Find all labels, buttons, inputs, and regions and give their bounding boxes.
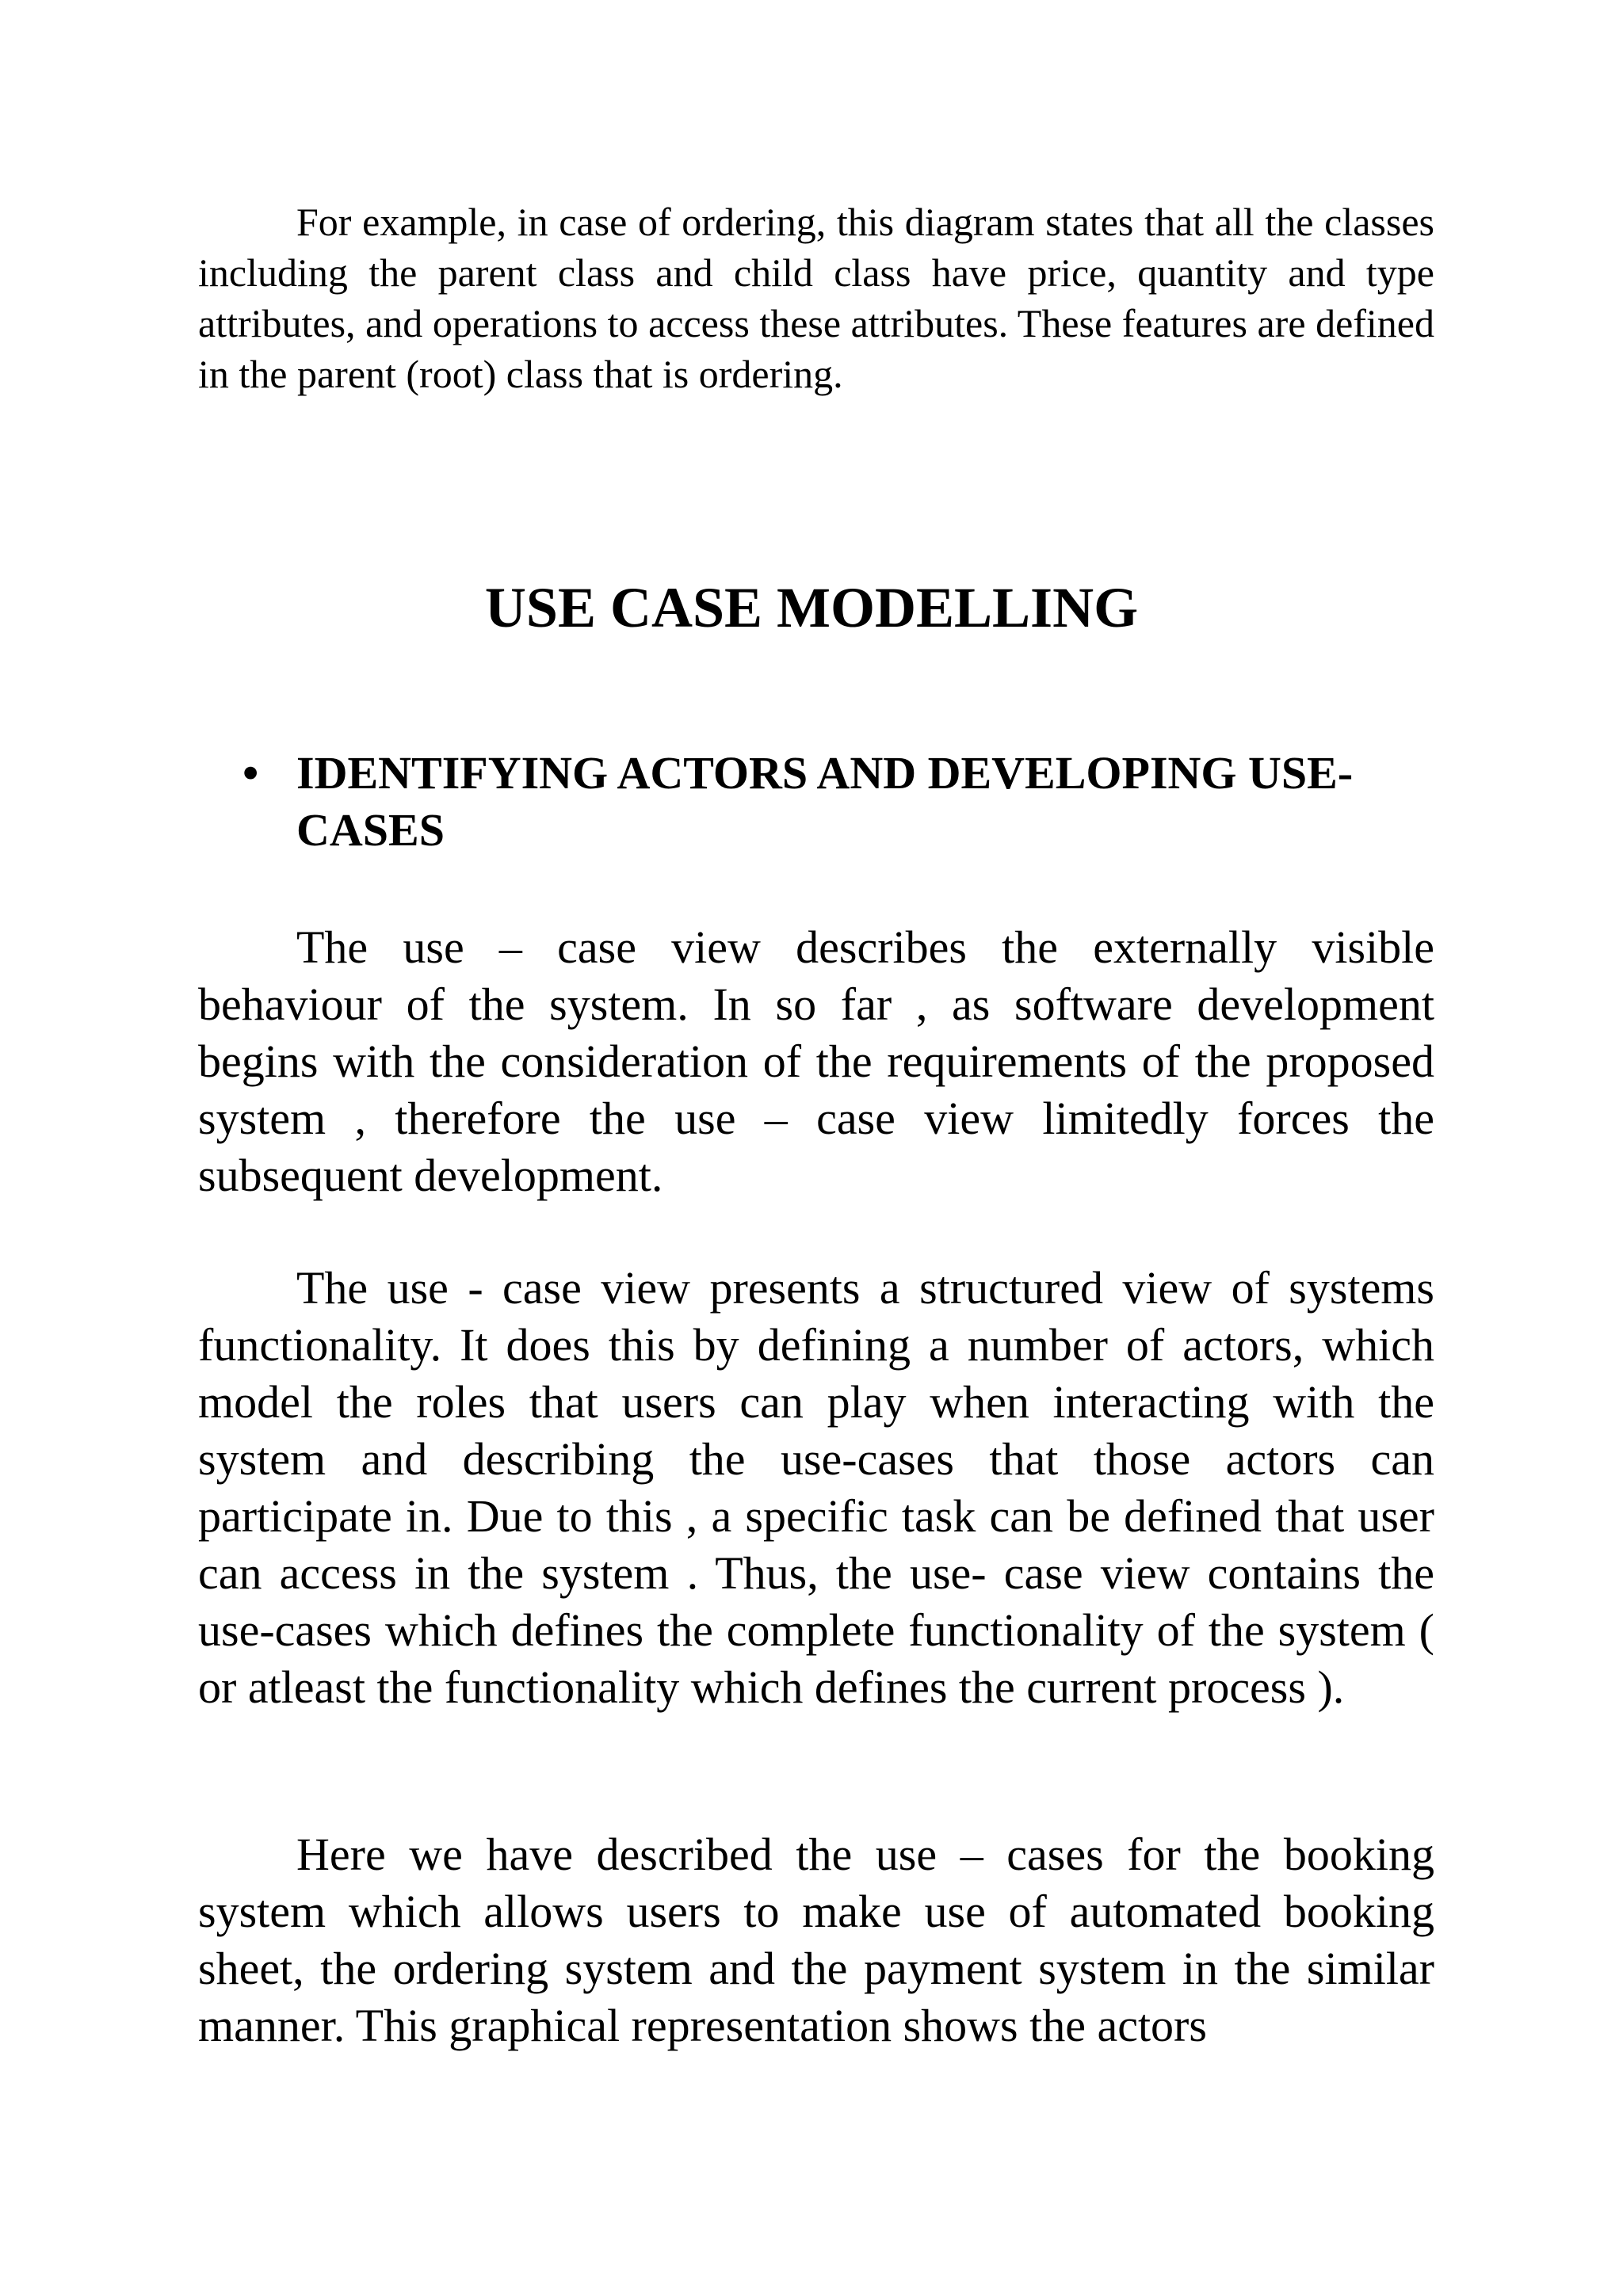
body-paragraph-2: The use - case view presents a structured view of systems functionality. It does this by defining a number of actors, which model the roles that users can play when interacting with the system and describing the use-cases that those actors can participate in. Due to this , a specific task can be defined that user can access in the system . Thus, the use- case view contains the use-cases which defines the complete functionality of the system ( or atleast the functionality which defines the current process ). xyxy=(198,1262,1434,1713)
bullet-icon: • xyxy=(242,747,259,799)
subsection-heading: IDENTIFYING ACTORS AND DEVELOPING USE-CASES xyxy=(296,747,1354,856)
body-paragraph-3: Here we have described the use – cases for the booking system which allows users to make use of automated booking sheet, the ordering system and the payment system in the similar manner. This graphical representation shows the actors xyxy=(198,1829,1434,2051)
intro-paragraph: For example, in case of ordering, this diagram states that all the classes including the parent class and child class have price, quantity and type attributes, and operations to access these attributes. These features are defined in the parent (root) class that is ordering. xyxy=(198,200,1434,396)
section-heading: USE CASE MODELLING xyxy=(484,576,1139,639)
body-paragraph-1: The use – case view describes the externally visible behaviour of the system. In so far , as software development begins with the consideration of the requirements of the proposed system , therefore the use – case view limitedly forces the subsequent development. xyxy=(198,921,1434,1201)
